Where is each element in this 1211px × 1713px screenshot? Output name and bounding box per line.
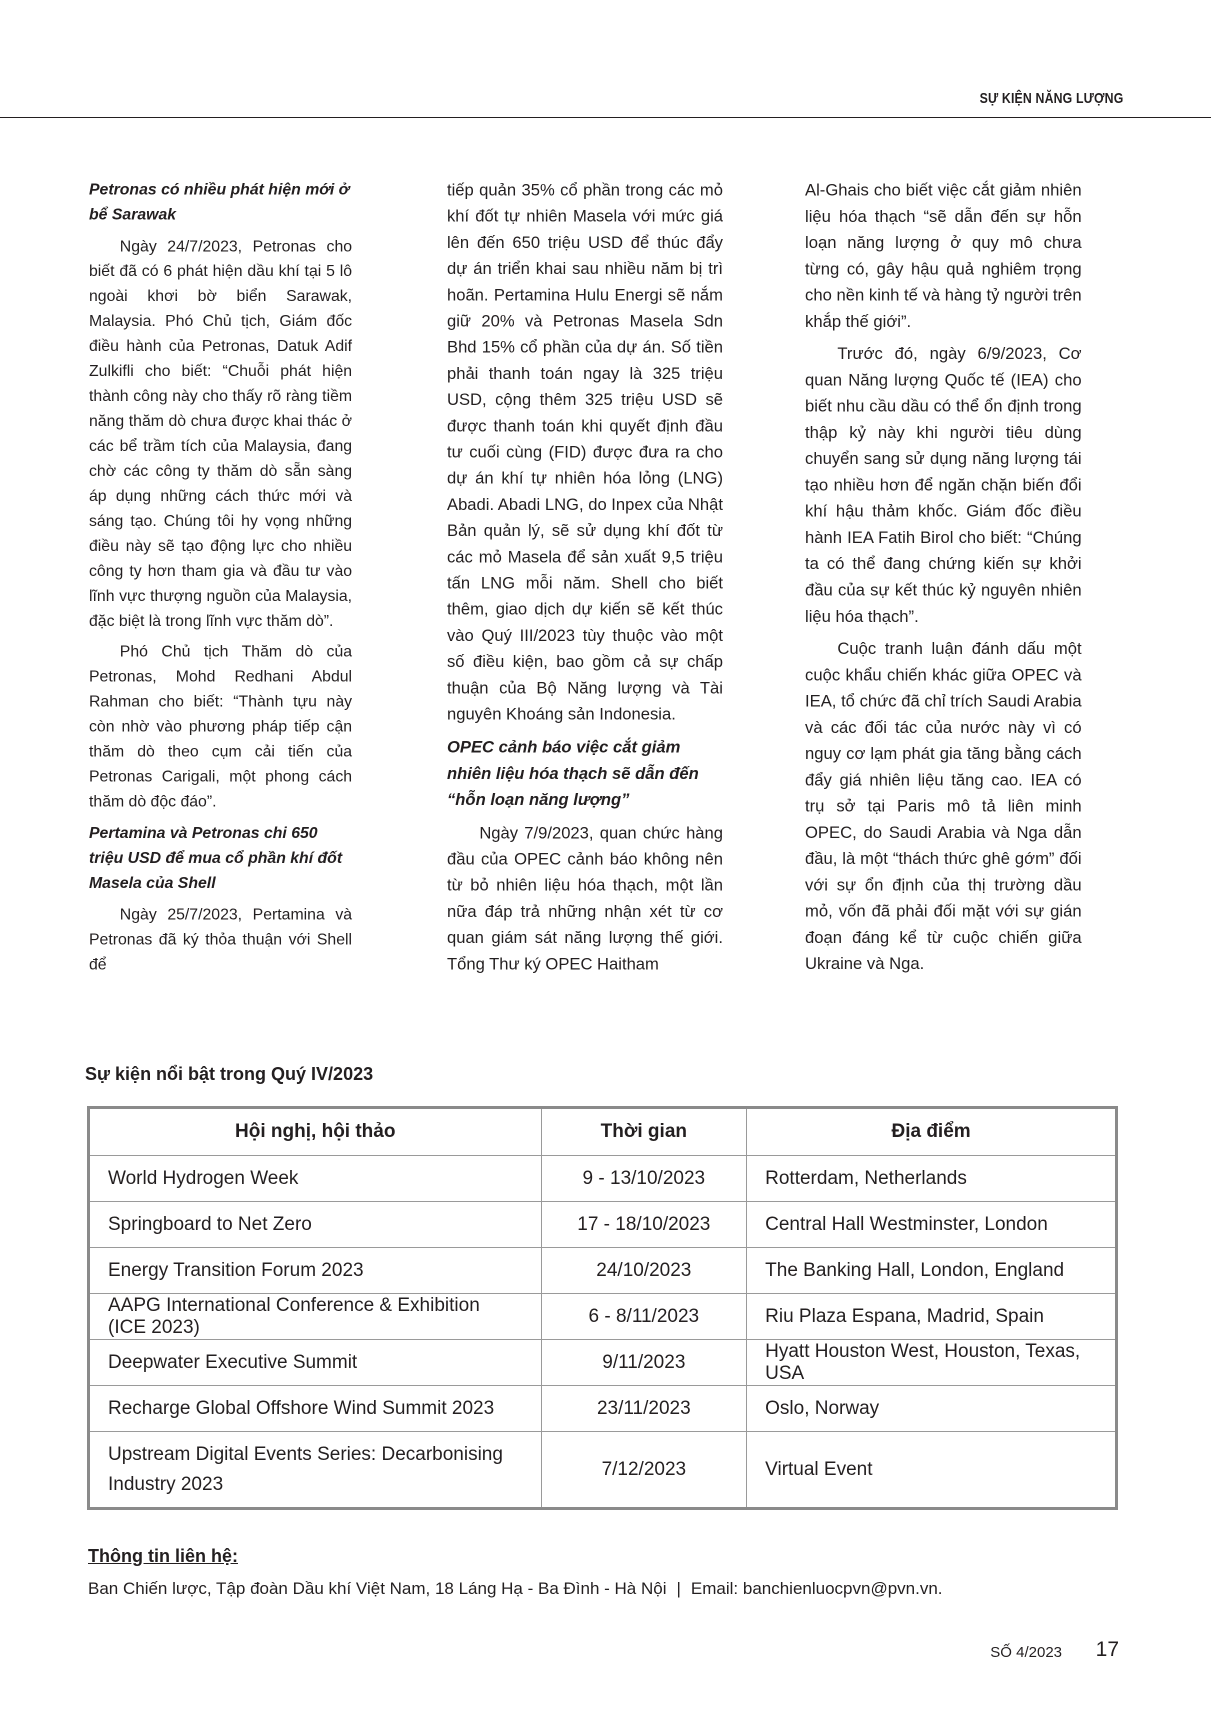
paragraph: Ngày 24/7/2023, Petronas cho biết đã có 6 phát hiện dầu khí tại 5 lô ngoài khơi bờ biển Sarawak, Malaysia. Phó Chủ tịch, Giám đốc điều hành của Petronas, Datuk Adif Zulkifli cho biết: “Chuỗi phát hiện thành công này cho thấy rõ ràng tiềm năng thăm dò chưa được khai thác ở các bể trầm tích của Malaysia, đang chờ các công ty thăm dò sẵn sàng áp dụng những cách thức mới và sáng tạo. Chúng tôi hy vọng những điều này sẽ tạo động lực cho nhiều công ty hơn tham gia và đầu tư vào lĩnh vực thượng nguồn của Malaysia, đặc biệt là trong lĩnh vực thăm dò”. [89,237,353,631]
subheading-opec-warning: OPEC cảnh báo việc cắt giảm nhiên liệu hóa thạch sẽ dẫn đến “hỗn loạn năng lượng” [447,738,699,810]
paragraph: Ngày 25/7/2023, Pertamina và Petronas đã ký thỏa thuận với Shell để [89,906,353,974]
event-date: 24/10/2023 [541,1248,747,1294]
paragraph: Ngày 7/9/2023, quan chức hàng đầu của OPEC cảnh báo không nên từ bỏ nhiên liệu hóa thạch, một lần nữa đáp trả những nhận xét từ cơ quan giám sát năng lượng thế giới. Tổng Thư ký OPEC Haitham [447,824,723,974]
page-number: 17 [1095,1638,1119,1661]
table-header-row [89,1108,1117,1156]
contact-info [88,1579,943,1599]
subheading-pertamina-masela: Pertamina và Petronas chi 650 triệu USD để mua cổ phần khí đốt Masela của Shell [89,824,343,893]
column-header: Thời gian [541,1108,747,1156]
event-location: Rotterdam, Netherlands [747,1156,1117,1202]
contact-address: Ban Chiến lược, Tập đoàn Dầu khí Việt Nam, 18 Láng Hạ - Ba Đình - Hà Nội [88,1579,667,1598]
event-location: Virtual Event [747,1432,1117,1509]
contact-email[interactable]: Email: banchienluocpvn@pvn.vn. [690,1579,943,1598]
section-tag: SỰ KIỆN NĂNG LƯỢNG [979,90,1123,107]
event-date: 9 - 13/10/2023 [541,1156,747,1202]
event-date: 6 - 8/11/2023 [541,1294,747,1340]
event-name: Springboard to Net Zero [89,1202,542,1248]
event-name: Deepwater Executive Summit [89,1340,542,1386]
table-row [89,1432,1117,1509]
event-date: 23/11/2023 [541,1386,747,1432]
column-header: Địa điểm [747,1108,1117,1156]
issue-number: SỐ 4/2023 [990,1644,1062,1661]
event-location: Hyatt Houston West, Houston, Texas, USA [747,1340,1117,1386]
table-row [89,1156,1117,1202]
event-location: Riu Plaza Espana, Madrid, Spain [747,1294,1117,1340]
table-row [89,1202,1117,1248]
event-name: Recharge Global Offshore Wind Summit 2023 [89,1386,542,1432]
article-column-3 [805,178,1121,1092]
table-row [89,1340,1117,1386]
event-name: World Hydrogen Week [89,1156,542,1202]
table-row [89,1294,1117,1340]
paragraph: Cuộc tranh luận đánh dấu một cuộc khẩu chiến khác giữa OPEC và IEA, tổ chức đã chỉ trích Saudi Arabia và các đối tác của nước này vì có nguy cơ lạm phát gia tăng bằng cách đẩy giá nhiên liệu tăng cao. IEA có trụ sở tại Paris mô tả liên minh OPEC, do Saudi Arabia và Nga dẫn đầu, là một “thách thức ghê gớm” đối với sự ổn định của thị trường dầu mỏ, vốn đã phải đối mặt với sự gián đoạn đáng kể từ cuộc chiến giữa Ukraine và Nga. [805,640,1082,974]
event-location: Oslo, Norway [747,1386,1117,1432]
subheading-petronas-sarawak: Petronas có nhiều phát hiện mới ở bể Sarawak [89,181,350,224]
event-location: Central Hall Westminster, London [747,1202,1117,1248]
contact-title: Thông tin liên hệ: [88,1546,238,1566]
paragraph: Phó Chủ tịch Thăm dò của Petronas, Mohd Redhani Abdul Rahman cho biết: “Thành tựu này còn nhờ vào phương pháp tiếp cận thăm dò theo cụm cải tiến của Petronas Carigali, một phong cách thăm dò độc đáo”. [89,643,353,811]
event-name: Upstream Digital Events Series: Decarbonising Industry 2023 [89,1432,542,1509]
event-date: 7/12/2023 [541,1432,747,1509]
header-rule [0,117,1211,118]
contact-separator: | [676,1579,681,1598]
event-date: 17 - 18/10/2023 [541,1202,747,1248]
event-date: 9/11/2023 [541,1340,747,1386]
events-table [87,1106,1118,1510]
table-row [89,1248,1117,1294]
paragraph: Al-Ghais cho biết việc cắt giảm nhiên liệu hóa thạch “sẽ dẫn đến sự hỗn loạn năng lượng ở quy mô chưa từng có, gây hậu quả nghiêm trọng cho nền kinh tế và hàng tỷ người trên khắp thế giới”. [805,181,1082,332]
paragraph: Trước đó, ngày 6/9/2023, Cơ quan Năng lượng Quốc tế (IEA) cho biết nhu cầu dầu có thể ổn định trong thập kỷ này khi người tiêu dùng chuyển sang sử dụng năng lượng tái tạo nhiều hơn để ngăn chặn biến đổi khí hậu thảm khốc. Giám đốc điều hành IEA Fatih Birol cho biết: “Chúng ta có thể đang chứng kiến sự khởi đầu của sự kết thúc kỷ nguyên nhiên liệu hóa thạch”. [805,345,1082,627]
paragraph: tiếp quản 35% cổ phần trong các mỏ khí đốt tự nhiên Masela với mức giá lên đến 650 triệu USD để thúc đẩy dự án triển khai sau nhiều năm bị trì hoãn. Pertamina Hulu Energi sẽ nắm giữ 20% và Petronas Masela Sdn Bhd 15% cổ phần của dự án. Số tiền phải thanh toán ngay là 325 triệu USD, cộng thêm 325 triệu USD sẽ được thanh toán khi quyết định đầu tư cuối cùng (FID) được đưa ra cho dự án khí tự nhiên hóa lỏng (LNG) Abadi. Abadi LNG, do Inpex của Nhật Bản quản lý, sẽ sử dụng khí đốt từ các mỏ Masela để sản xuất 9,5 triệu tấn LNG mỗi năm. Shell cho biết thêm, giao dịch dự kiến sẽ kết thúc vào Quý III/2023 tùy thuộc vào một số điều kiện, bao gồm cả sự chấp thuận của Bộ Năng lượng và Tài nguyên Khoáng sản Indonesia. [447,181,723,724]
event-location: The Banking Hall, London, England [747,1248,1117,1294]
article-column-1 [89,178,405,1139]
table-caption: Sự kiện nổi bật trong Quý IV/2023 [85,1064,374,1084]
event-name: AAPG International Conference & Exhibition (ICE 2023) [89,1294,542,1340]
event-name: Energy Transition Forum 2023 [89,1248,542,1294]
table-row [89,1386,1117,1432]
article-column-2 [447,178,763,1094]
column-header: Hội nghị, hội thảo [89,1108,542,1156]
